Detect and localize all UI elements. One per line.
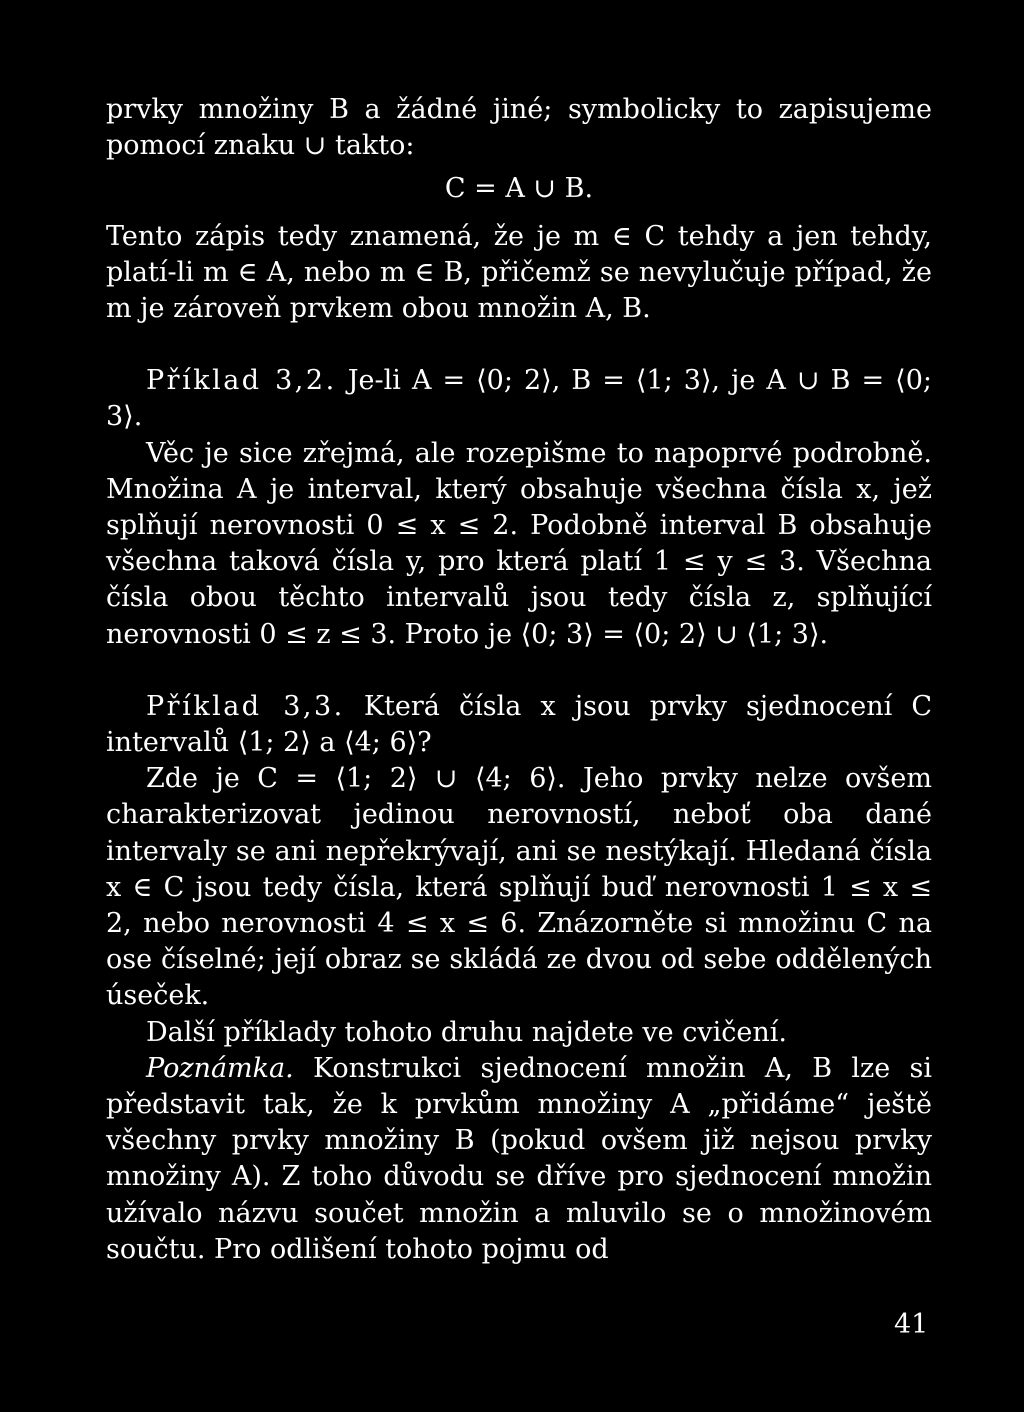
example-3-2 [106, 363, 932, 435]
paragraph-example-3-3-solution: Zde je C = ⟨1; 2⟩ ∪ ⟨4; 6⟩. Jeho prvky nelze ovšem charakterizovat jedinou nerovností, neboť oba dané intervaly se ani nepřekrývají, ani se nestýkají. Hledaná čísla x ∈ C jsou tedy čísla, která splňují buď nerovnosti 1 ≤ x ≤ 2, nebo nerovnosti 4 ≤ x ≤ 6. Znázorněte si množinu C na ose číselné; její obraz se skládá ze dvou od sebe oddělených úseček. [106, 763, 932, 1012]
note [106, 1051, 932, 1268]
note-text: Konstrukci sjednocení množin A, B lze si představit tak, že k prvkům množiny A „přidáme“ ještě všechny prvky množiny B (pokud ovšem již nejsou prvky množiny A). Z toho důvodu se dříve pro sjednocení množin užívalo názvu součet množin a mluvilo se o množinovém součtu. Pro odlišení tohoto pojmu od [106, 1052, 932, 1265]
paragraph-continuation: prvky množiny B a žádné jiné; symbolicky to zapisujeme pomocí znaku ∪ takto: [106, 94, 932, 162]
paragraph-example-3-2-solution: Věc je sice zřejmá, ale rozepišme to napoprvé podrobně. Množina A je interval, který obsahuje všechna čísla x, jež splňují nerovnosti 0 ≤ x ≤ 2. Podobně interval B obsahuje všechna taková čísla y, pro která platí 1 ≤ y ≤ 3. Všechna čísla obou těchto intervalů jsou tedy čísla z, splňující nerovnosti 0 ≤ z ≤ 3. Proto je ⟨0; 3⟩ = ⟨0; 2⟩ ∪ ⟨1; 3⟩. [106, 437, 932, 650]
page-number: 41 [894, 1309, 929, 1340]
spacer [106, 327, 932, 363]
example-3-3 [106, 689, 932, 761]
example-3-3-text: Která čísla x jsou prvky sjednocení C intervalů ⟨1; 2⟩ a ⟨4; 6⟩? [106, 690, 932, 759]
example-3-2-label: Příklad 3,2. [146, 365, 337, 397]
union-formula: C = A ∪ B. [444, 173, 594, 205]
note-label: Poznámka. [146, 1052, 294, 1084]
page-body [106, 92, 932, 1268]
paragraph-definition: Tento zápis tedy znamená, že je m ∈ C tehdy a jen tehdy, platí-li m ∈ A, nebo m ∈ B, přičemž se nevylučuje případ, že m je zároveň prvkem obou množin A, B. [106, 220, 932, 325]
example-3-2-text: Je-li A = ⟨0; 2⟩, B = ⟨1; 3⟩, je A ∪ B = ⟨0; 3⟩. [106, 365, 932, 433]
example-3-3-label: Příklad 3,3. [146, 690, 345, 722]
spacer [106, 653, 932, 689]
paragraph-further-examples: Další příklady tohoto druhu najdete ve cvičení. [146, 1016, 787, 1048]
